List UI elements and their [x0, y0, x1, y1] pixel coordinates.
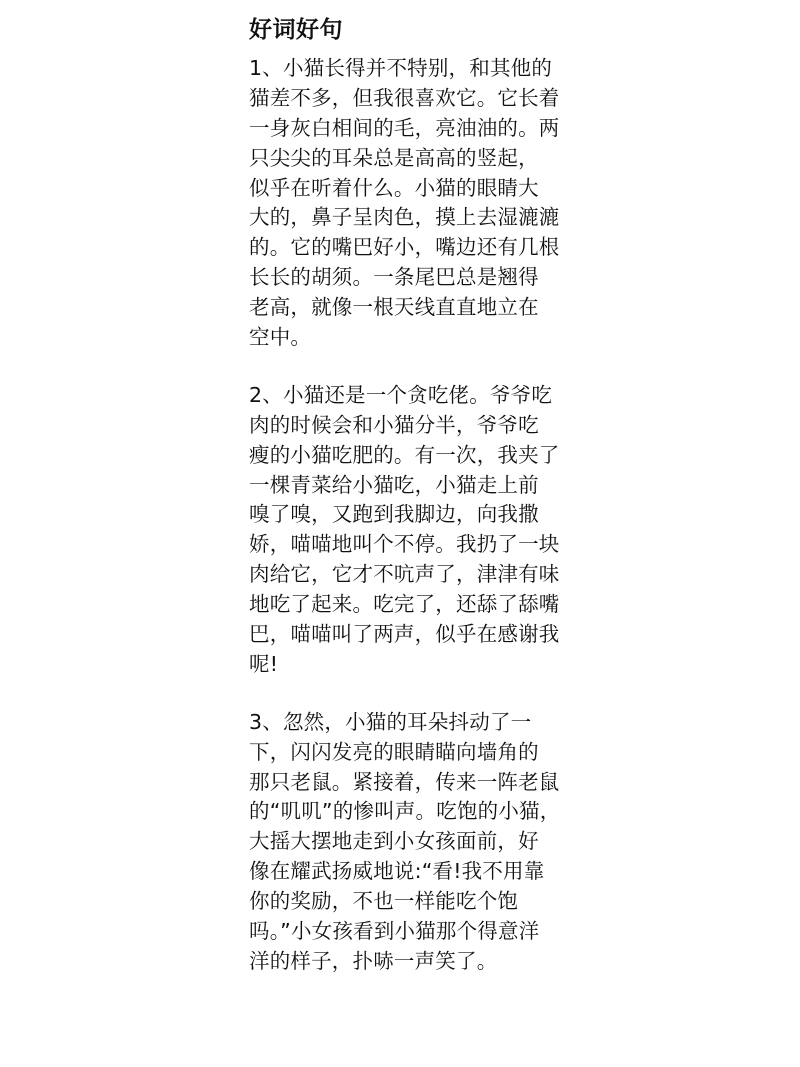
- text-line: 猫差不多，但我很喜欢它。它长着: [249, 85, 560, 110]
- text-line: 像在耀武扬威地说:“看!我不用靠: [249, 859, 545, 884]
- text-line: 你的奖励，不也一样能吃个饱: [249, 889, 519, 914]
- text-line: 的。它的嘴巴好小，嘴边还有几根: [249, 235, 560, 260]
- text-line: 老高，就像一根天线直直地立在: [249, 295, 539, 320]
- text-line: 一身灰白相间的毛，亮油油的。两: [249, 115, 560, 140]
- text-line: 一棵青菜给小猫吃，小猫走上前: [249, 472, 539, 497]
- paragraph-3: [249, 708, 559, 977]
- text-line: 肉的时候会和小猫分半，爷爷吃: [249, 412, 539, 437]
- paragraph-spacer: [249, 680, 559, 708]
- text-line: 肉给它，它才不吭声了，津津有味: [249, 562, 560, 587]
- text-line: 1、小猫长得并不特别，和其他的: [249, 56, 553, 80]
- text-line: 大的，鼻子呈肉色，摸上去湿漉漉: [249, 205, 560, 230]
- text-line: 只尖尖的耳朵总是高高的竖起，: [249, 145, 539, 170]
- text-line: 大摇大摆地走到小女孩面前，好: [249, 829, 539, 854]
- text-line: 2、小猫还是一个贪吃佬。爷爷吃: [249, 382, 553, 407]
- text-line: 巴，喵喵叫了两声，似乎在感谢我: [249, 622, 560, 647]
- text-line: 的“叽叽”的惨叫声。吃饱的小猫，: [249, 799, 561, 824]
- page-title: 好词好句: [249, 17, 343, 43]
- text-line: 似乎在听着什么。小猫的眼睛大: [249, 175, 539, 200]
- text-line: 嗅了嗅，又跑到我脚边，向我撒: [249, 502, 539, 527]
- text-line: 地吃了起来。吃完了，还舔了舔嘴: [249, 592, 560, 617]
- text-line: 长长的胡须。一条尾巴总是翘得: [249, 265, 539, 290]
- paragraph-2: [249, 381, 559, 680]
- text-line: 下，闪闪发亮的眼睛瞄向墙角的: [249, 739, 539, 764]
- text-line: 呢!: [249, 651, 279, 676]
- text-line: 空中。: [249, 325, 312, 350]
- text-line: 吗。”小女孩看到小猫那个得意洋: [249, 919, 540, 944]
- text-line: 瘦的小猫吃肥的。有一次，我夹了: [249, 442, 560, 467]
- paragraph-spacer: [249, 353, 559, 381]
- text-line: 洋的样子，扑哧一声笑了。: [249, 948, 498, 973]
- text-line: 娇，喵喵地叫个不停。我扔了一块: [249, 532, 560, 557]
- paragraph-1: [249, 54, 559, 353]
- document-page: [249, 14, 559, 977]
- text-line: 3、忽然，小猫的耳朵抖动了一: [249, 709, 532, 734]
- text-line: 那只老鼠。紧接着，传来一阵老鼠: [249, 769, 560, 794]
